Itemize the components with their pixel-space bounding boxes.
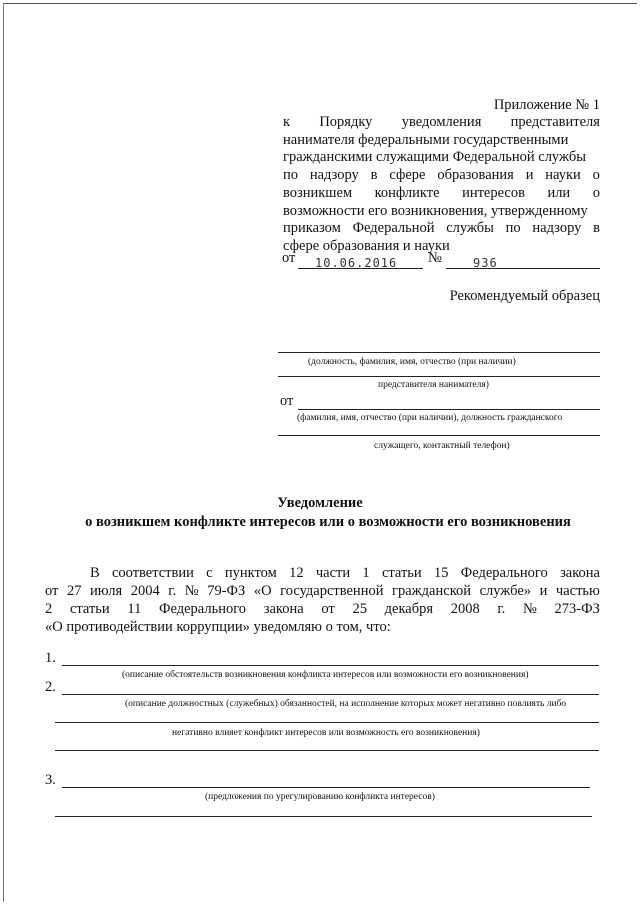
scan-border-left (3, 3, 4, 902)
appendix-word: уведомления (401, 114, 482, 130)
body-word: 27 (66, 583, 82, 599)
appendix-word: о (592, 167, 600, 184)
addressee-caption-3: (фамилия, имя, отчество (при наличии), должность гражданского (297, 413, 563, 423)
body-word: закона (263, 601, 304, 617)
appendix-word: конфликте (374, 184, 440, 201)
appendix-word: нанимателя федеральными государственными (283, 131, 569, 148)
addressee-caption-2: представителя нанимателя) (378, 380, 489, 390)
appendix-line (283, 114, 600, 131)
date-underline (298, 268, 423, 269)
number-value: 936 (473, 256, 498, 270)
body-line-1 (90, 565, 600, 582)
body-line-3 (45, 601, 600, 618)
appendix-line (283, 238, 450, 255)
appendix-word: науки (545, 167, 581, 184)
body-word: и (539, 583, 548, 599)
item-1-line (62, 665, 599, 666)
appendix-word: надзору (309, 167, 359, 184)
body-word: службе» (479, 583, 532, 599)
body-word: июля (90, 583, 123, 599)
body-word: 15 (433, 565, 449, 581)
body-word: № (523, 601, 537, 617)
body-word: пунктом (224, 565, 277, 581)
body-word: 2 (45, 601, 53, 617)
body-word: от (45, 583, 59, 599)
body-word: 11 (127, 601, 142, 617)
appendix-line (283, 149, 586, 166)
body-word: Федерального (460, 565, 548, 581)
item-1-caption: (описание обстоятельств возникновения конфликта интересов или возможности его возникновения) (122, 670, 529, 680)
body-word: Федерального (159, 601, 247, 617)
addressee-caption-4: служащего, контактный телефон) (374, 441, 510, 451)
body-word: 2008 (450, 601, 480, 617)
date-value: 10.06.2016 (315, 256, 398, 270)
appendix-word: Федеральной (352, 220, 435, 237)
appendix-word: приказом (283, 220, 341, 237)
body-word: г. (168, 583, 177, 599)
appendix-word: в (370, 167, 378, 184)
number-underline (446, 268, 600, 269)
body-word: 25 (352, 601, 367, 617)
appendix-word: по (505, 220, 521, 237)
body-word: г. (497, 601, 506, 617)
appendix-word: образования (437, 167, 514, 184)
item-1-number: 1. (45, 650, 56, 666)
notice-title: Уведомление (277, 495, 363, 511)
addressee-line-1 (278, 352, 600, 353)
date-prefix: от (282, 250, 296, 266)
appendix-word: гражданскими служащими Федеральной службы (283, 149, 586, 166)
number-sign: № (428, 250, 442, 266)
body-word: частью (555, 583, 600, 599)
appendix-word: службы (446, 220, 494, 237)
body-word: гражданской (392, 583, 472, 599)
body-word: от (321, 601, 335, 617)
body-word: декабря (384, 601, 433, 617)
from-label: от (280, 393, 294, 409)
notice-subtitle: о возникшем конфликте интересов или о возможности его возникновения (85, 514, 571, 530)
appendix-word: к (283, 114, 291, 130)
item-3-line-b (55, 816, 592, 817)
item-2-caption-a: (описание должностных (служебных) обязанностей, на исполнение которых может негативно повлиять либо (125, 699, 567, 709)
appendix-line (283, 185, 600, 202)
appendix-word: возникшем (283, 184, 353, 201)
body-word: статьи (381, 565, 422, 581)
body-word: 1 (362, 565, 370, 581)
body-word: 273-ФЗ (554, 601, 600, 617)
appendix-line (283, 203, 588, 220)
appendix-word: о (592, 184, 600, 201)
item-3-number: 3. (45, 772, 56, 788)
body-word: закона (560, 565, 600, 581)
body-word: статьи (69, 601, 110, 617)
scan-border-top (3, 3, 637, 4)
body-line-4: «О противодействии коррупции» уведомляю о том, что: (45, 619, 391, 635)
body-word: 12 (289, 565, 304, 581)
appendix-word: Порядку (319, 114, 373, 130)
recommended-sample: Рекомендуемый образец (449, 288, 600, 304)
item-2-line-c (55, 750, 599, 751)
body-word: В (90, 565, 100, 581)
appendix-word: и (525, 167, 534, 184)
addressee-line-2 (278, 376, 600, 377)
appendix-word: интересов (462, 184, 525, 201)
appendix-word: в (593, 220, 600, 237)
appendix-word: по (283, 167, 299, 184)
body-line-2 (45, 583, 600, 600)
body-word: 2004 (130, 583, 160, 599)
body-word: части (315, 565, 351, 581)
body-word: с (206, 565, 213, 581)
item-2-line-b (55, 722, 599, 723)
appendix-word: представителя (510, 114, 600, 130)
body-word: № (184, 583, 199, 599)
appendix-line (283, 132, 568, 149)
appendix-word: или (547, 184, 571, 201)
appendix-word: возможности его возникновения, утвержденному (283, 202, 588, 219)
body-word: «О (253, 583, 272, 599)
appendix-line (283, 220, 600, 237)
appendix-word: сфере (389, 167, 426, 184)
body-word: государственной (280, 583, 384, 599)
appendix-title: Приложение № 1 (493, 97, 600, 113)
from-line (298, 409, 600, 410)
item-3-line (62, 787, 590, 788)
appendix-line (283, 167, 600, 184)
appendix-word: сфере образования и науки (283, 237, 450, 254)
addressee-line-4 (278, 435, 600, 436)
item-3-caption: (предложения по урегулированию конфликта интересов) (205, 792, 435, 802)
addressee-caption-1: (должность, фамилия, имя, отчество (при наличии) (308, 357, 516, 367)
appendix-word: надзору (532, 220, 582, 237)
body-word: соответствии (111, 565, 194, 581)
item-2-number: 2. (45, 679, 56, 695)
item-2-line (62, 694, 599, 695)
item-2-caption-b: негативно влияет конфликт интересов или возможность его возникновения) (172, 728, 480, 738)
body-word: 79-ФЗ (207, 583, 246, 599)
